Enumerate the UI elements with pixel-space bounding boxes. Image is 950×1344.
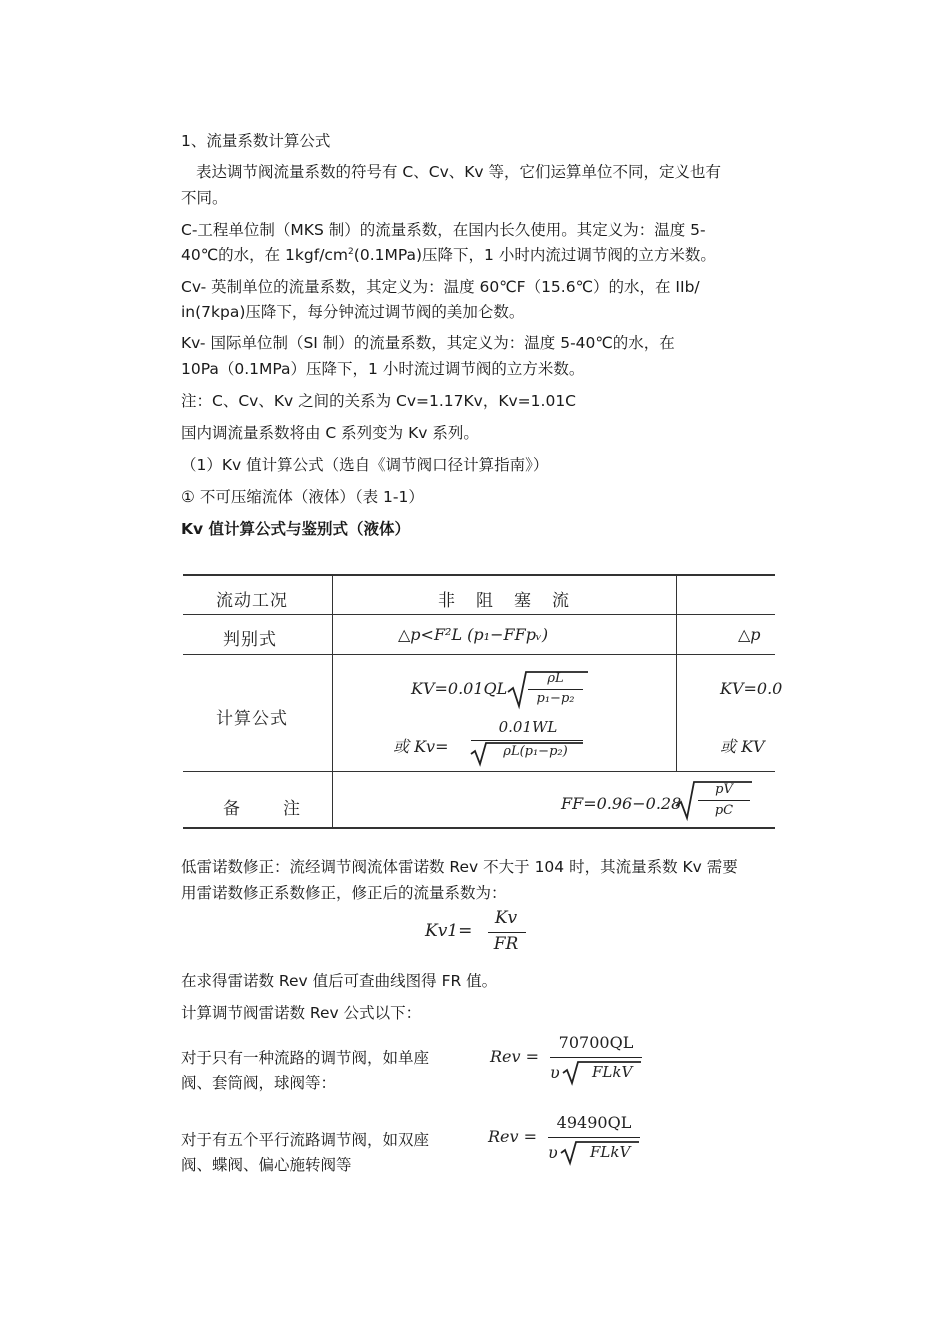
fraction-denominator: p₁−p₂ (536, 691, 575, 706)
fraction-denominator: FR (493, 934, 519, 954)
liquid-kv-formula-table (183, 568, 783, 834)
fraction-denominator: FLkV (590, 1143, 631, 1161)
table-header-nonchoked: 非 阻 塞 流 (438, 591, 571, 611)
fraction-denominator: ρL(p₁−p₂) (503, 744, 568, 759)
table-rule (183, 827, 775, 829)
fraction-numerator: Kv (494, 908, 518, 928)
table-rule (183, 654, 775, 655)
paragraph-line: ① 不可压缩流体（液体）（表 1-1） (181, 488, 424, 506)
paragraph-line: Cv- 英制单位的流量系数，其定义为：温度 60℃F（15.6℃）的水，在 IIb/ (181, 278, 700, 296)
ff-formula: FF=0.96−0.28 (561, 794, 682, 813)
fraction-denominator: pC (714, 803, 734, 818)
table-divider (332, 574, 333, 827)
kv1-formula-left: Kv1= (425, 921, 473, 941)
paragraph-line: （1）Kv 值计算公式（选自《调节阀口径计算指南》） (181, 456, 549, 474)
criterion-formula-cut: △p (738, 625, 761, 644)
paragraph-line: 10Pa（0.1MPa）压降下，1 小时流过调节阀的立方米数。 (181, 360, 585, 378)
paragraph-line: 对于只有一种流路的调节阀，如单座 (181, 1049, 430, 1067)
paragraph-line: 国内调流量系数将由 C 系列变为 Kv 系列。 (181, 424, 479, 442)
fraction-denominator-symbol: υ (550, 1063, 560, 1082)
fraction-numerator: ρL (547, 671, 564, 686)
kv-formula-cut: KV=0.0 (720, 679, 783, 698)
paragraph-line: 低雷诺数修正：流经调节阀流体雷诺数 Rev 不大于 104 时，其流量系数 Kv 需要 (181, 858, 738, 876)
table-row-label: 备 注 (223, 799, 303, 819)
paragraph-line: 注：C、Cv、Kv 之间的关系为 Cv=1.17Kv，Kv=1.01C (181, 392, 577, 410)
fraction-bar (528, 689, 583, 690)
section-heading: 1、流量系数计算公式 (181, 132, 331, 150)
fraction-numerator: 49490QL (556, 1113, 632, 1132)
paragraph-line: 在求得雷诺数 Rev 值后可查曲线图得 FR 值。 (181, 972, 498, 990)
table-row-label: 计算公式 (216, 709, 288, 729)
paragraph-line: 阀、蝶阀、偏心施转阀等 (181, 1156, 352, 1174)
paragraph-line: 对于有五个平行流路调节阀，如双座 (181, 1131, 430, 1149)
text-span: 40℃的水，在 1kgf/cm (181, 246, 349, 264)
paragraph-line (181, 242, 771, 269)
paragraph-line: in(7kpa)压降下，每分钟流过调节阀的美加仑数。 (181, 303, 525, 321)
fraction-bar (698, 800, 750, 801)
table-row-label: 判别式 (223, 630, 277, 650)
fraction-denominator-symbol: υ (548, 1143, 558, 1162)
fraction-bar (548, 1137, 640, 1138)
fraction-denominator: FLkV (592, 1063, 633, 1081)
rev-formula-left: Rev = (488, 1127, 538, 1146)
table-rule (183, 574, 775, 576)
paragraph-line: 表达调节阀流量系数的符号有 C、Cv、Kv 等，它们运算单位不同，定义也有 (196, 163, 722, 181)
paragraph-line: C-工程单位制（MKS 制）的流量系数，在国内长久使用。其定义为：温度 5- (181, 221, 706, 239)
fraction-numerator: pV (715, 782, 733, 797)
table-rule (183, 614, 775, 615)
table-caption: Kv 值计算公式与鉴别式（液体） (181, 520, 411, 538)
paragraph-line: 不同。 (181, 189, 228, 207)
paragraph-line: 用雷诺数修正系数修正，修正后的流量系数为： (181, 884, 507, 902)
criterion-formula: △p<F²L (p₁−FFpᵥ) (398, 625, 549, 644)
fraction-bar (488, 932, 526, 933)
table-rule (183, 771, 775, 772)
paragraph-line: 计算调节阀雷诺数 Rev 公式以下： (181, 1004, 422, 1022)
kv-formula-cut: 或 KV (720, 737, 765, 756)
paragraph-line: 阀、套筒阀，球阀等： (181, 1074, 337, 1092)
fraction-numerator: 0.01WL (498, 718, 558, 736)
kv-formula-2: 或 Kv= (393, 737, 449, 756)
paragraph-line: Kv- 国际单位制（SI 制）的流量系数，其定义为：温度 5-40℃的水，在 (181, 334, 675, 352)
table-header-condition: 流动工况 (216, 591, 288, 611)
fraction-numerator: 70700QL (558, 1033, 634, 1052)
superscript: 2 (348, 246, 354, 257)
fraction-bar (550, 1057, 642, 1058)
rev-formula-left: Rev = (490, 1047, 540, 1066)
kv-formula-1: KV=0.01QL (411, 679, 508, 698)
table-divider (676, 574, 677, 771)
text-span: (0.1MPa)压降下，1 小时内流过调节阀的立方米数。 (353, 246, 716, 264)
